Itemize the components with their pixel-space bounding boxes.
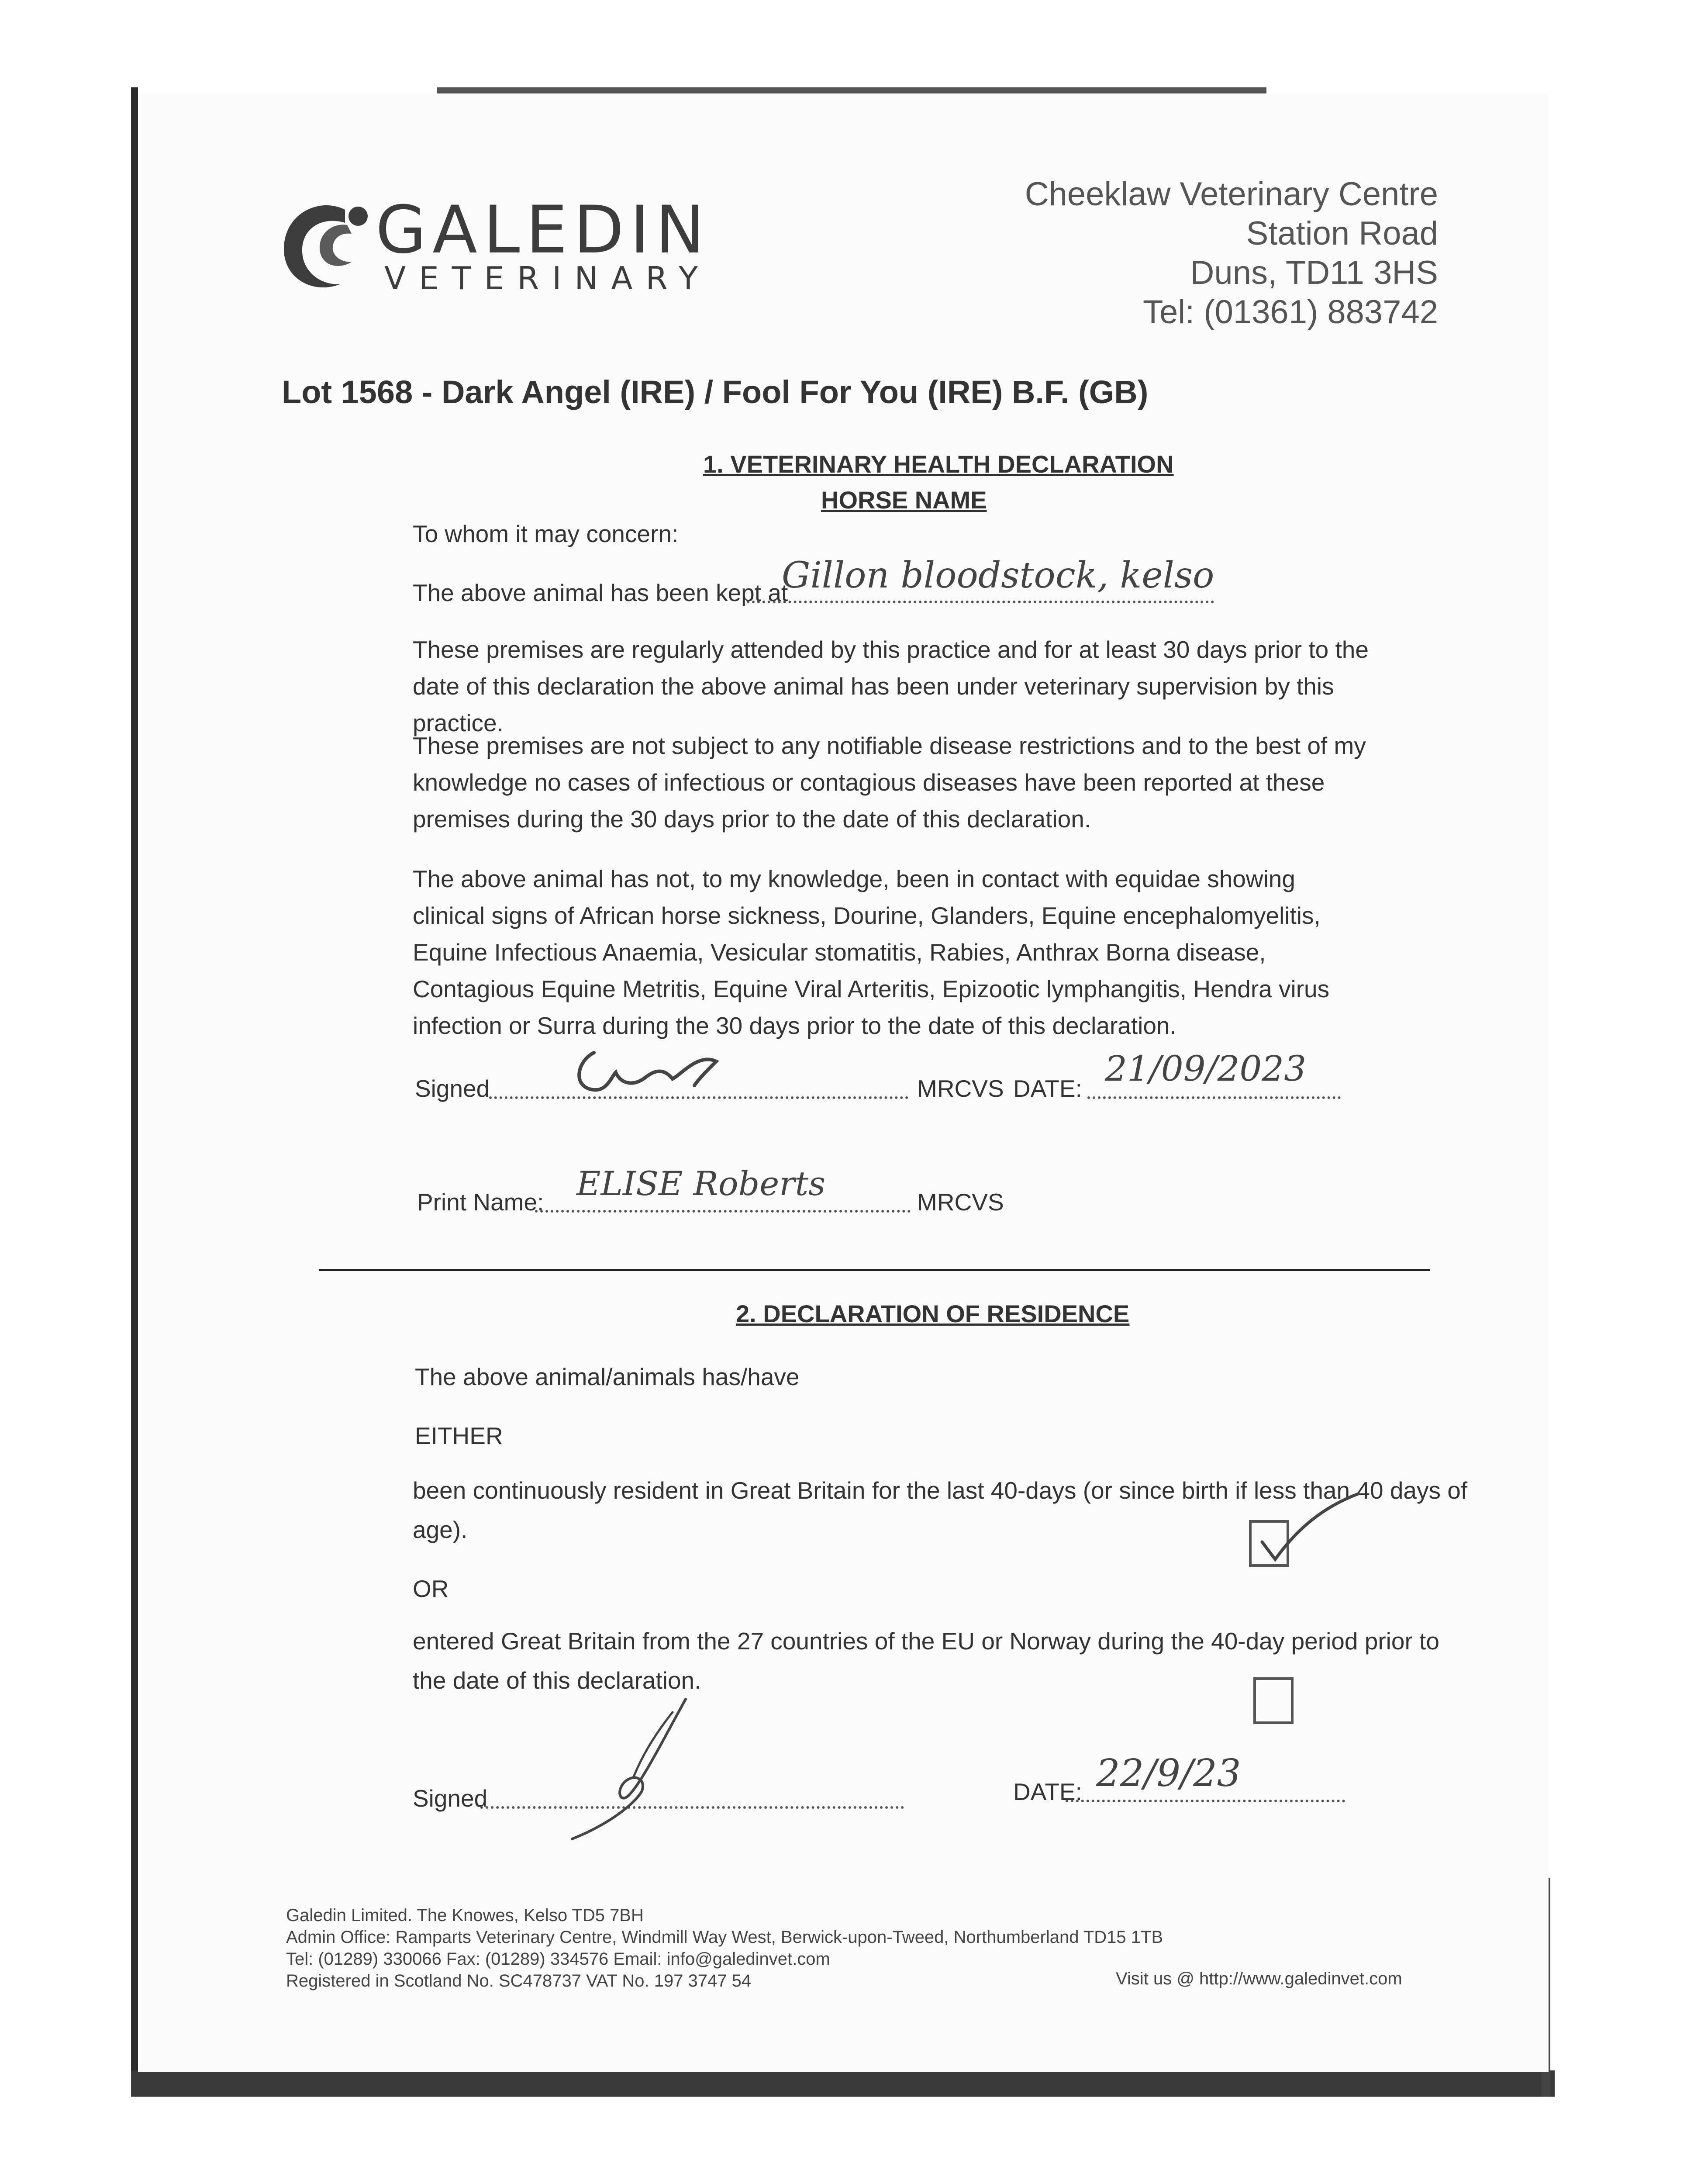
footer-admin-office: Admin Office: Ramparts Veterinary Centre, Windmill Way West, Berwick-upon-Tweed, Northumberland TD15 1TB — [286, 1928, 1163, 1947]
greeting: To whom it may concern: — [413, 520, 679, 547]
kept-at-value: Gillon bloodstock, kelso — [782, 555, 1214, 596]
logo-wordmark: GALEDIN — [376, 192, 711, 268]
date-line — [1066, 1800, 1345, 1802]
checkmark-icon — [1249, 1485, 1363, 1572]
scan-edge — [437, 87, 1266, 93]
footer-company: Galedin Limited. The Knowes, Kelso TD5 7BH — [286, 1906, 644, 1925]
address-line: Cheeklaw Veterinary Centre — [1025, 176, 1438, 213]
logo-subtitle: VETERINARY — [384, 260, 711, 297]
date-value: 22/9/23 — [1096, 1752, 1241, 1795]
scan-edge — [131, 2070, 1555, 2097]
paragraph-supervision: These premises are regularly attended by this practice and for at least 30 days prior to the date of this declaration the above animal has been under veterinary supervision by this practice. — [413, 636, 1369, 736]
footer-website-link[interactable]: Visit us @ http://www.galedinvet.com — [1116, 1969, 1402, 1988]
kept-at-label: The above animal has been kept at — [413, 579, 788, 606]
address-line: Station Road — [1246, 215, 1438, 252]
or-label: OR — [413, 1575, 449, 1602]
date-line — [1087, 1096, 1341, 1099]
kept-at-line — [747, 601, 1214, 603]
vet-signature — [568, 1035, 734, 1101]
declarant-signature — [568, 1695, 699, 1843]
lot-title: Lot 1568 - Dark Angel (IRE) / Fool For You (IRE) B.F. (GB) — [282, 374, 1149, 410]
section-2-title: 2. DECLARATION OF RESIDENCE — [736, 1300, 1130, 1327]
either-label: EITHER — [415, 1422, 503, 1449]
paragraph-restrictions: These premises are not subject to any notifiable disease restrictions and to the best of my knowledge no cases of infectious or contagious diseases have been reported at these premises during the 30 days prior to the date of this declaration. — [413, 732, 1366, 833]
option-2-text-cont: the date of this declaration. — [413, 1667, 701, 1694]
scan-edge — [131, 87, 138, 2097]
option-2-checkbox[interactable] — [1253, 1677, 1294, 1724]
horse-head-logo-icon — [271, 192, 376, 297]
residence-intro: The above animal/animals has/have — [415, 1363, 800, 1390]
date-label: DATE: — [1013, 1778, 1082, 1805]
option-1-text-cont: age). — [413, 1516, 468, 1543]
option-1-text: been continuously resident in Great Britain for the last 40-days (or since birth if less than 40 days of — [413, 1477, 1468, 1504]
paragraph-disease-contact: The above animal has not, to my knowledge, been in contact with equidae showing clinical signs of African horse sickness, Dourine, Glanders, Equine encephalomyelitis, Equine Infectious Anaemia, Vesicular stomatitis, Rabies, Anthrax Borna disease, Contagious Equine Metritis, Equine Viral Arteritis, Epizootic lymphangitis, Hendra virus infection or Surra during the 30 days prior to the date of this declaration. — [413, 865, 1330, 1039]
galedin-logo — [271, 183, 711, 306]
footer-contact: Tel: (01289) 330066 Fax: (01289) 334576 Email: info@galedinvet.com — [286, 1949, 830, 1969]
option-2-text: entered Great Britain from the 27 countries of the EU or Norway during the 40-day period prior to — [413, 1628, 1439, 1655]
date-value: 21/09/2023 — [1105, 1048, 1307, 1089]
address-phone: Tel: (01361) 883742 — [1142, 294, 1438, 331]
mrcvs-label: MRCVS — [917, 1189, 1004, 1216]
print-name-value: ELISE Roberts — [576, 1164, 826, 1203]
section-1-title: 1. VETERINARY HEALTH DECLARATION — [703, 450, 1174, 478]
section-divider — [319, 1269, 1430, 1271]
horse-name-heading: HORSE NAME — [821, 486, 987, 514]
signed-label: Signed — [415, 1075, 490, 1102]
print-name-line — [535, 1210, 911, 1213]
date-label: DATE: — [1013, 1075, 1082, 1102]
print-name-label: Print Name: — [417, 1189, 544, 1216]
mrcvs-label: MRCVS — [917, 1075, 1004, 1102]
footer-registration: Registered in Scotland No. SC478737 VAT No. 197 3747 54 — [286, 1971, 752, 1990]
signed-label: Signed — [413, 1785, 488, 1812]
practice-address — [1025, 175, 1438, 332]
address-line: Duns, TD11 3HS — [1190, 254, 1438, 291]
